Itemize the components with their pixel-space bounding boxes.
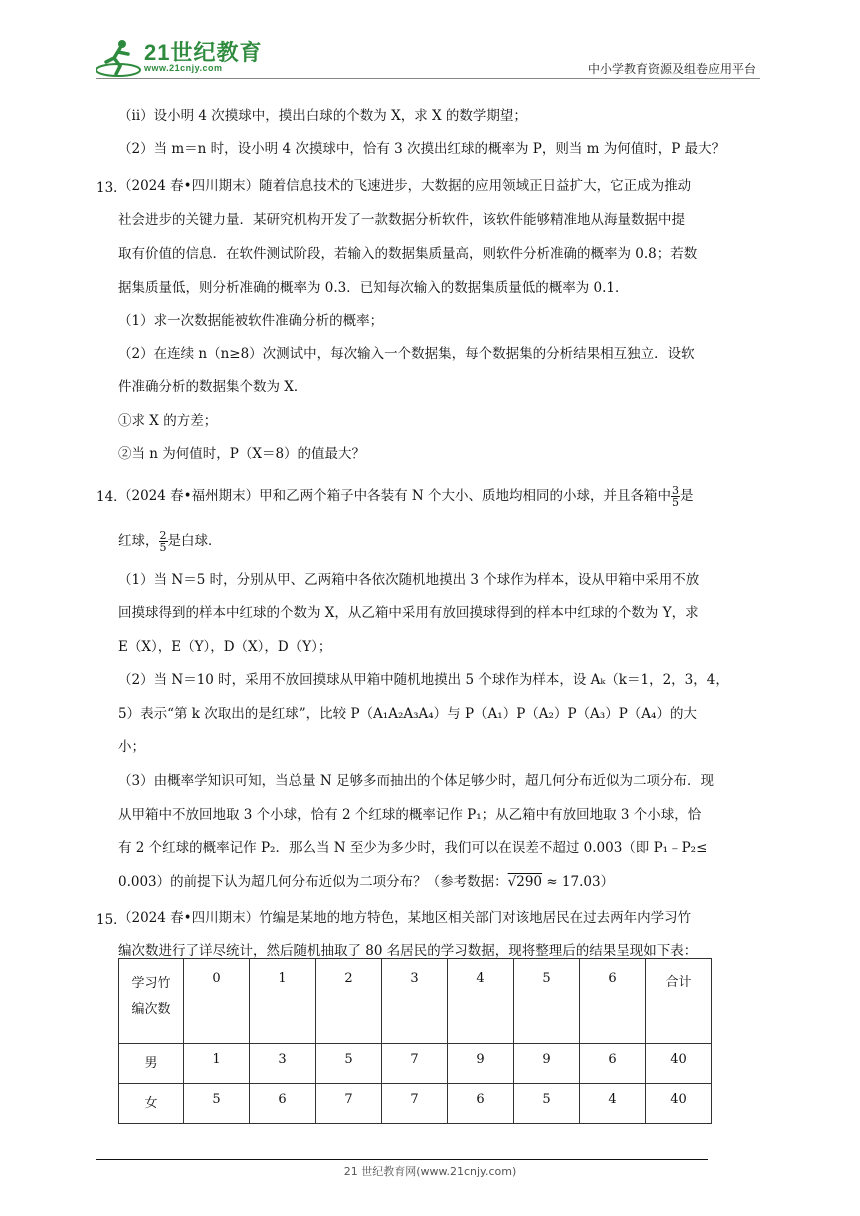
text-line: 从甲箱中不放回地取 3 个小球，恰有 2 个红球的概率记作 P₁；从乙箱中有放回地取 3 个小球，恰 [118,807,702,823]
logo-text: 21世纪教育 [144,40,263,65]
text-line: （2024 春•四川期末）竹编是某地的地方特色，某地区相关部门对该地居民在过去两年内学习竹 [118,910,692,926]
table-header-cell: 5 [514,959,580,1044]
text-line: （1）求一次数据能被软件准确分析的概率； [118,313,384,329]
table-header-cell: 2 [316,959,382,1044]
text-line: ①求 X 的方差； [118,413,218,429]
table-cell: 5 [514,1084,580,1124]
text-line: （2024 春•四川期末）随着信息技术的飞速进步，大数据的应用领域正日益扩大，它正成为推动 [118,178,692,194]
text-line: （2）当 m＝n 时，设小明 4 次摸球中，恰有 3 次摸出红球的概率为 P，则当 m 为何值时，P 最大？ [118,141,726,157]
question-number: 14． [96,489,127,505]
runner-icon [96,38,142,78]
fraction-numerator: 2 [159,529,167,542]
table-cell: 4 [580,1084,646,1124]
text-segment: ≈ 17.03） [542,874,615,890]
table-row [119,1044,712,1084]
data-table [118,958,712,1124]
text-line [118,530,768,553]
header-line-2: 编次数 [131,1002,171,1017]
table-header-cell: 3 [382,959,448,1044]
question-number: 15． [96,912,127,928]
table-header-cell: 4 [448,959,514,1044]
table-header-label [119,959,184,1044]
text-line: 5）表示“第 k 次取出的是红球”，比较 P（A₁A₂A₃A₄）与 P（A₁）P（A₂）P（A₃）P（A₄）的大 [118,706,697,722]
text-line: 有 2 个红球的概率记作 P₂．那么当 N 至少为多少时，我们可以在误差不超过 0.003（即 P₁﹣P₂≤ [118,840,708,856]
text-line: 取有价值的信息．在软件测试阶段，若输入的数据集质量高，则软件分析准确的概率为 0.8；若数 [118,246,698,262]
table-cell: 1 [184,1044,250,1084]
row-label: 男 [119,1044,184,1084]
text-line [118,872,768,892]
text-line: （3）由概率学知识可知，当总量 N 足够多而抽出的个体足够少时，超几何分布近似为二项分布．现 [118,773,714,789]
fraction-denominator: 5 [159,541,167,554]
header-divider [96,78,760,79]
header-line-1: 学习竹 [131,976,171,991]
table-header-cell: 6 [580,959,646,1044]
table-cell: 9 [448,1044,514,1084]
text-line: ②当 n 为何值时，P（X＝8）的值最大？ [118,446,366,462]
fraction-denominator: 5 [672,496,680,509]
text-line: 小； [118,739,145,755]
table-cell: 5 [316,1044,382,1084]
text-segment: 是白球． [167,533,222,549]
text-line: （2）在连续 n（n≥8）次测试中，每次输入一个数据集，每个数据集的分析结果相互独立．设软 [118,346,695,362]
table-header-row [119,959,712,1044]
text-segment: 0.003）的前提下认为超几何分布近似为二项分布？（参考数据： [118,874,508,890]
text-segment: （2024 春•福州期末）甲和乙两个箱子中各装有 N 个大小、质地均相同的小球，并且各箱中 [118,488,672,504]
text-line: 回摸球得到的样本中红球的个数为 X，从乙箱中采用有放回摸球得到的样本中红球的个数为 Y，求 [118,605,699,621]
text-line: （ii）设小明 4 次摸球中，摸出白球的个数为 X，求 X 的数学期望； [118,108,527,124]
text-line: （1）当 N＝5 时，分别从甲、乙两箱中各依次随机地摸出 3 个球作为样本，设从甲箱中采用不放 [118,572,700,588]
header-tagline: 中小学教育资源及组卷应用平台 [587,62,756,76]
table-cell: 6 [580,1044,646,1084]
text-line: 据集质量低，则分析准确的概率为 0.3．已知每次输入的数据集质量低的概率为 0.1． [118,280,629,296]
site-logo [96,34,266,82]
table-header-cell: 1 [250,959,316,1044]
table-cell: 6 [448,1084,514,1124]
table-cell: 7 [316,1084,382,1124]
logo-url: www.21cnjy.com [144,63,223,73]
table-cell: 40 [646,1084,712,1124]
footer-text: 21 世纪教育网(www.21cnjy.com) [343,1165,517,1178]
table-header-cell: 合计 [646,959,712,1044]
table-cell: 3 [250,1044,316,1084]
fraction-numerator: 3 [672,484,680,497]
text-line: 件准确分析的数据集个数为 X． [118,379,308,395]
table-cell: 9 [514,1044,580,1084]
fraction [159,530,168,553]
text-line: （2）当 N＝10 时，采用不放回摸球从甲箱中随机地摸出 5 个球作为样本，设 Aₖ（k＝1，2，3，4， [118,672,729,688]
row-label: 女 [119,1084,184,1124]
text-segment: 红球， [118,533,159,549]
table-row [119,1084,712,1124]
table-cell: 6 [250,1084,316,1124]
fraction [671,485,680,508]
table-header-cell: 0 [184,959,250,1044]
question-number: 13． [96,180,127,196]
table-cell: 5 [184,1084,250,1124]
text-line [118,485,763,508]
text-line: 编次数进行了详尽统计，然后随机抽取了 80 名居民的学习数据，现将整理后的结果呈现如下表： [118,943,698,959]
text-segment: 是 [680,488,694,504]
text-line: 社会进步的关键力量．某研究机构开发了一款数据分析软件，该软件能够精准地从海量数据中提 [118,212,685,228]
table-cell: 7 [382,1044,448,1084]
table-cell: 7 [382,1084,448,1124]
sqrt-expression: √290 [507,874,543,890]
text-line: E（X），E（Y），D（X），D（Y）； [118,639,332,655]
table-cell: 40 [646,1044,712,1084]
footer-divider [96,1159,708,1160]
